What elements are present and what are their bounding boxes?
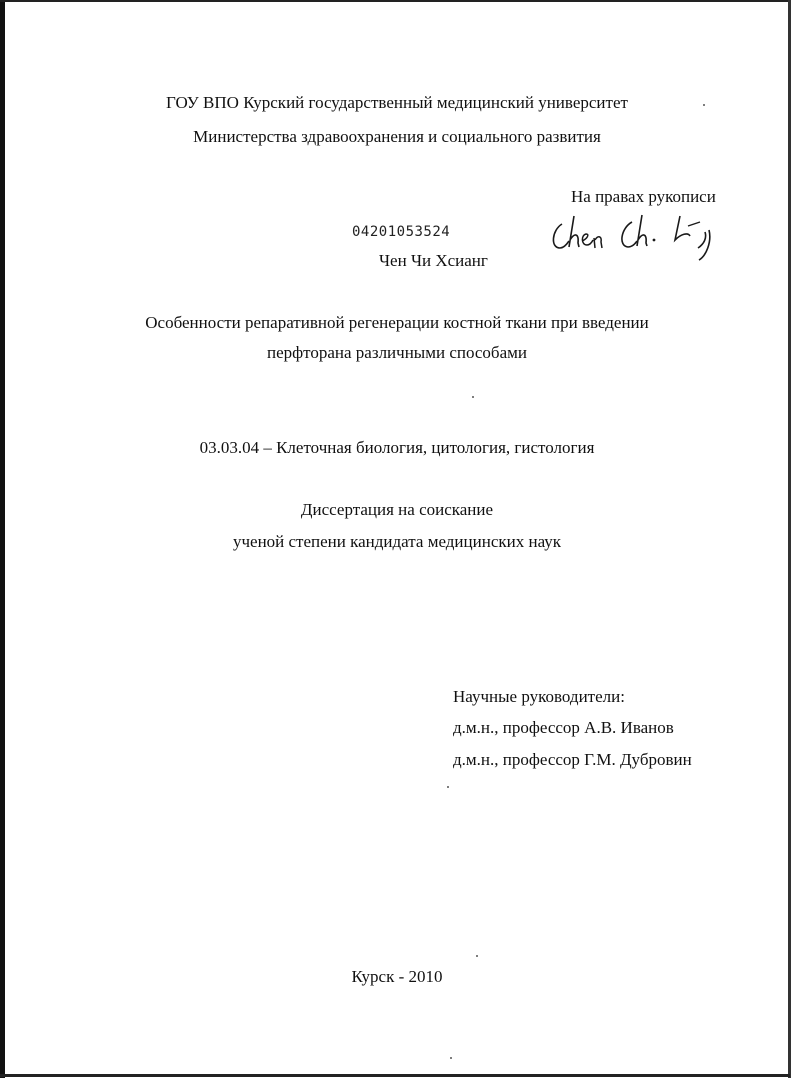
page-border-top <box>0 0 790 2</box>
supervisors-heading: Научные руководители: <box>453 687 625 706</box>
thesis-title-line-2: перфторана различными способами <box>267 343 527 362</box>
scan-speck <box>476 955 478 957</box>
scan-speck <box>447 786 449 788</box>
supervisor-1: д.м.н., профессор А.В. Иванов <box>453 718 674 737</box>
archive-stamp-number: 04201053524 <box>352 224 451 240</box>
dissertation-line-1: Диссертация на соискание <box>300 500 494 519</box>
scan-speck <box>450 1057 452 1059</box>
ministry-name: Министерства здравоохранения и социального развития <box>193 127 601 146</box>
page-border-bottom <box>0 1074 790 1077</box>
scan-speck <box>472 396 474 398</box>
dissertation-line-2: ученой степени кандидата медицинских наук <box>232 532 562 551</box>
supervisor-2: д.м.н., профессор Г.М. Дубровин <box>453 750 692 769</box>
author-name: Чен Чи Хсианг <box>379 251 488 270</box>
city-year: Курск - 2010 <box>351 967 443 986</box>
specialty-code: 03.03.04 – Клеточная биология, цитология, гистология <box>199 438 595 457</box>
scan-speck <box>703 104 705 106</box>
author-signature <box>548 210 724 268</box>
university-name: ГОУ ВПО Курский государственный медицинский университет <box>166 93 628 112</box>
thesis-title-line-1: Особенности репаративной регенерации костной ткани при введении <box>145 313 649 332</box>
rights-note: На правах рукописи <box>571 187 716 206</box>
